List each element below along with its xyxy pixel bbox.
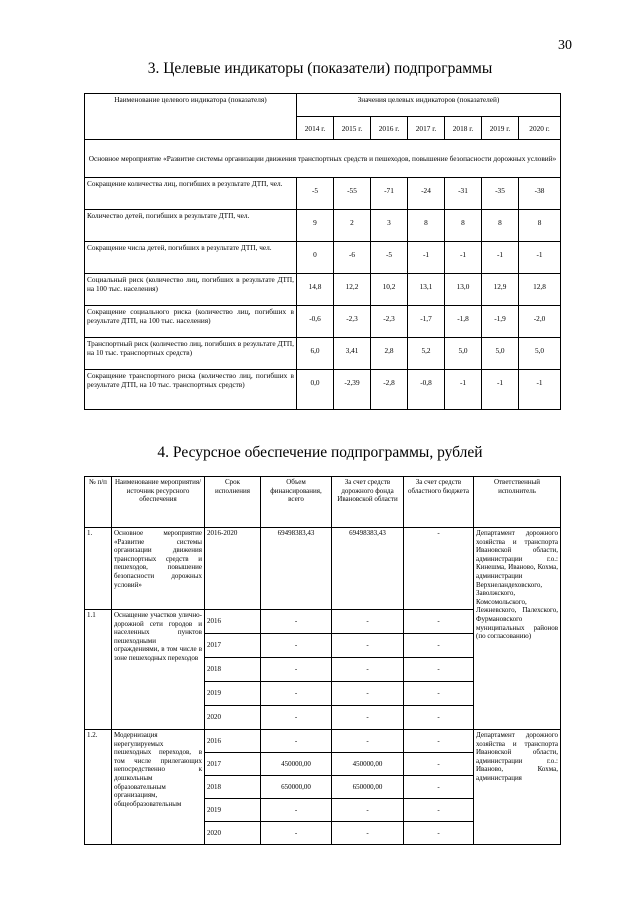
indicator-value: 8 [445, 210, 482, 242]
year-row [85, 730, 561, 753]
road-fund-amount: 450000,00 [332, 753, 404, 776]
indicator-value: -1 [519, 370, 561, 410]
indicator-value: -2,0 [519, 306, 561, 338]
year-header: 2014 г. [297, 117, 334, 140]
indicator-value: 5,0 [445, 338, 482, 370]
indicator-name: Количество детей, погибших в результате ДТП, чел. [85, 210, 297, 242]
indicator-value: 10,2 [371, 274, 408, 306]
road-fund-amount: 650000,00 [332, 776, 404, 799]
indicator-value: -55 [334, 178, 371, 210]
indicator-value: 8 [482, 210, 519, 242]
total-amount: - [261, 634, 332, 658]
budget-amount: - [404, 753, 474, 776]
total-amount: - [261, 822, 332, 845]
indicator-value: -1 [519, 242, 561, 274]
year: 2017 [205, 634, 261, 658]
year: 2018 [205, 776, 261, 799]
indicator-value: -1 [482, 370, 519, 410]
year: 2017 [205, 753, 261, 776]
year-header: 2016 г. [371, 117, 408, 140]
indicator-value: 3 [371, 210, 408, 242]
indicator-name: Сокращение числа детей, погибших в результате ДТП, чел. [85, 242, 297, 274]
year-header: 2017 г. [408, 117, 445, 140]
indicator-value: 5,2 [408, 338, 445, 370]
indicator-value: -2,3 [371, 306, 408, 338]
budget-amount: - [404, 528, 474, 610]
responsible-executor: Департамент дорожного хозяйства и транспорта Ивановской области, администрации г.о.: Кинешма, Иваново, Кохма, администрации Верхнеландеховского, Заволжского, Комсомольского, Лежневского, Палехского, Фурмановского муниципальных районов (по согласованию) [474, 528, 561, 730]
road-fund-amount: - [332, 730, 404, 753]
year: 2019 [205, 799, 261, 822]
year: 2016 [205, 610, 261, 634]
indicator-value: 2,8 [371, 338, 408, 370]
total-amount: - [261, 799, 332, 822]
indicator-value: 6,0 [297, 338, 334, 370]
indicator-value: 3,41 [334, 338, 371, 370]
budget-amount: - [404, 658, 474, 682]
indicator-value: -6 [334, 242, 371, 274]
measure-name: Основное мероприятие «Развитие системы организации движения транспортных средств и пешеходов, повышение безопасности дорожных условий» [112, 528, 205, 610]
indicator-value: -1 [482, 242, 519, 274]
indicator-value: -1,8 [445, 306, 482, 338]
year: 2020 [205, 706, 261, 730]
indicator-value: -1,9 [482, 306, 519, 338]
indicator-row [85, 370, 561, 410]
section4-title: 4. Ресурсное обеспечение подпрограммы, рублей [157, 444, 483, 461]
indicator-value: -2,39 [334, 370, 371, 410]
indicator-value: -2,3 [334, 306, 371, 338]
indicator-row [85, 242, 561, 274]
road-fund-amount: - [332, 799, 404, 822]
total-amount: 450000,00 [261, 753, 332, 776]
indicator-value: -0,6 [297, 306, 334, 338]
resource-header: Объем финансирования, всего [261, 477, 332, 528]
resource-header: Срок исполнения [205, 477, 261, 528]
indicator-value: -2,8 [371, 370, 408, 410]
indicator-value: -5 [297, 178, 334, 210]
indicator-name: Социальный риск (количество лиц, погибших в результате ДТП, на 100 тыс. населения) [85, 274, 297, 306]
row-number: 1. [85, 528, 112, 610]
budget-amount: - [404, 730, 474, 753]
indicator-name-header: Наименование целевого индикатора (показателя) [85, 94, 297, 140]
indicator-row [85, 178, 561, 210]
year: 2018 [205, 658, 261, 682]
year-header: 2015 г. [334, 117, 371, 140]
year-header: 2019 г. [482, 117, 519, 140]
indicator-value: 9 [297, 210, 334, 242]
resource-header: Наименование мероприятия/источник ресурсного обеспечения [112, 477, 205, 528]
page-number: 30 [558, 38, 572, 53]
indicator-value: 5,0 [482, 338, 519, 370]
indicator-value: -1,7 [408, 306, 445, 338]
indicator-name: Сокращение количества лиц, погибших в результате ДТП, чел. [85, 178, 297, 210]
year-header: 2020 г. [519, 117, 561, 140]
indicator-values-header: Значения целевых индикаторов (показателей) [297, 94, 561, 117]
section3-title: 3. Целевые индикаторы (показатели) подпрограммы [147, 60, 493, 77]
indicator-value: -35 [482, 178, 519, 210]
row-number: 1.1 [85, 610, 112, 730]
indicator-value: -0,8 [408, 370, 445, 410]
budget-amount: - [404, 610, 474, 634]
indicator-name: Транспортный риск (количество лиц, погибших в результате ДТП, на 10 тыс. транспортных средств) [85, 338, 297, 370]
total-amount: - [261, 610, 332, 634]
road-fund-amount: - [332, 610, 404, 634]
budget-amount: - [404, 799, 474, 822]
indicator-value: -5 [371, 242, 408, 274]
resources-table [84, 476, 561, 845]
indicator-value: 5,0 [519, 338, 561, 370]
responsible-executor: Департамент дорожного хозяйства и транспорта Ивановской области, администрации г.о.: Иваново, Кохма, администрация [474, 730, 561, 845]
total-amount: - [261, 706, 332, 730]
year: 2016 [205, 730, 261, 753]
road-fund-amount: - [332, 634, 404, 658]
indicator-value: -71 [371, 178, 408, 210]
total-amount: 650000,00 [261, 776, 332, 799]
indicator-row [85, 338, 561, 370]
row-number: 1.2. [85, 730, 112, 845]
indicator-name: Сокращение социального риска (количество лиц, погибших в результате ДТП, на 100 тыс. населения) [85, 306, 297, 338]
road-fund-amount: 69498383,43 [332, 528, 404, 610]
indicator-value: 13,0 [445, 274, 482, 306]
indicator-row [85, 274, 561, 306]
total-amount: - [261, 682, 332, 706]
measure-name: Модернизация нерегулируемых пешеходных переходов, в том числе прилегающих непосредственно к дошкольным образовательным организациям, общеобразовательным [112, 730, 205, 845]
budget-amount: - [404, 776, 474, 799]
indicator-value: 2 [334, 210, 371, 242]
indicator-value: 12,8 [519, 274, 561, 306]
resource-header: Ответственный исполнитель [474, 477, 561, 528]
indicator-row [85, 306, 561, 338]
resource-header: За счет средств областного бюджета [404, 477, 474, 528]
indicator-value: 13,1 [408, 274, 445, 306]
road-fund-amount: - [332, 682, 404, 706]
indicator-value: 8 [519, 210, 561, 242]
budget-amount: - [404, 634, 474, 658]
indicator-value: 8 [408, 210, 445, 242]
indicator-value: -31 [445, 178, 482, 210]
indicator-value: 0,0 [297, 370, 334, 410]
indicator-value: -38 [519, 178, 561, 210]
year-header: 2018 г. [445, 117, 482, 140]
indicators-table [84, 93, 561, 410]
budget-amount: - [404, 822, 474, 845]
main-measure-row: Основное мероприятие «Развитие системы организации движения транспортных средств и пешеходов, повышение безопасности дорожных условий» [85, 140, 561, 178]
road-fund-amount: - [332, 822, 404, 845]
indicator-value: -1 [445, 370, 482, 410]
resource-header: № п/п [85, 477, 112, 528]
budget-amount: - [404, 706, 474, 730]
indicator-row [85, 210, 561, 242]
indicator-value: -1 [408, 242, 445, 274]
indicator-value: -1 [445, 242, 482, 274]
indicator-value: 14,8 [297, 274, 334, 306]
indicator-value: 12,9 [482, 274, 519, 306]
indicator-name: Сокращение транспортного риска (количество лиц, погибших в результате ДТП, на 10 тыс. транспортных средств) [85, 370, 297, 410]
indicator-value: 0 [297, 242, 334, 274]
year: 2020 [205, 822, 261, 845]
indicator-value: -24 [408, 178, 445, 210]
road-fund-amount: - [332, 706, 404, 730]
period: 2016-2020 [205, 528, 261, 610]
total-amount: 69498383,43 [261, 528, 332, 610]
measure-name: Оснащение участков улично-дорожной сети городов и населенных пунктов пешеходными ограждениями, в том числе в зоне пешеходных переходов [112, 610, 205, 730]
total-amount: - [261, 658, 332, 682]
budget-amount: - [404, 682, 474, 706]
total-amount: - [261, 730, 332, 753]
road-fund-amount: - [332, 658, 404, 682]
year: 2019 [205, 682, 261, 706]
resource-header: За счет средств дорожного фонда Ивановской области [332, 477, 404, 528]
indicator-value: 12,2 [334, 274, 371, 306]
